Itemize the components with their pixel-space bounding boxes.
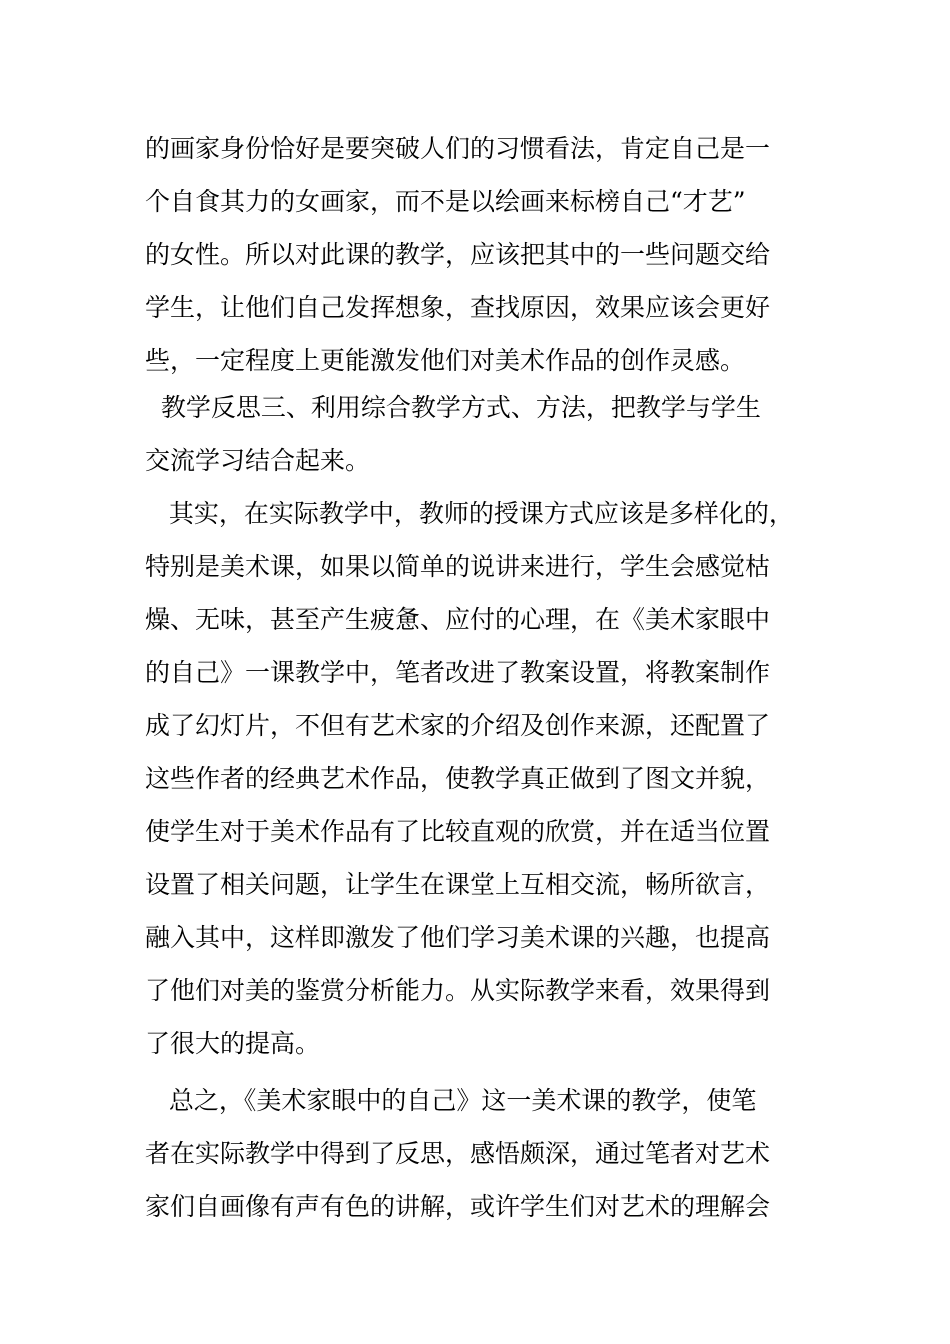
text-line: 设置了相关问题，让学生在课堂上互相交流，畅所欲言， [145, 870, 771, 899]
text-line: 的女性。所以对此课的教学，应该把其中的一些问题交给 [145, 240, 771, 269]
paragraph-continuation [145, 122, 825, 387]
text-line: 交流学习结合起来。 [145, 446, 371, 475]
text-line: 使学生对于美术作品有了比较直观的欣赏，并在适当位置 [145, 817, 771, 846]
paragraph-reflection-three [145, 381, 825, 487]
text-line: 总之，《美术家眼中的自己》这一美术课的教学，使笔 [145, 1086, 757, 1115]
text-line: 学生，让他们自己发挥想象，查找原因，效果应该会更好 [145, 293, 771, 322]
text-line: 其实，在实际教学中，教师的授课方式应该是多样化的， [145, 499, 794, 528]
text-line: 家们自画像有声有色的讲解，或许学生们对艺术的理解会 [145, 1192, 771, 1221]
paragraph-teaching-methods [145, 487, 825, 1070]
text-line: 教学反思三、利用综合教学方式、方法，把教学与学生 [145, 393, 761, 422]
text-line: 成了幻灯片，不但有艺术家的介绍及创作来源，还配置了 [145, 711, 771, 740]
text-line: 的自己》一课教学中，笔者改进了教案设置，将教案制作 [145, 658, 771, 687]
text-line: 燥、无味，甚至产生疲惫、应付的心理，在《美术家眼中 [145, 605, 771, 634]
text-line: 个自食其力的女画家，而不是以绘画来标榜自己“才艺” [145, 187, 746, 216]
paragraph-conclusion [145, 1074, 825, 1233]
text-line: 了他们对美的鉴赏分析能力。从实际教学来看，效果得到 [145, 976, 771, 1005]
text-line: 些，一定程度上更能激发他们对美术作品的创作灵感。 [145, 346, 746, 375]
text-line: 者在实际教学中得到了反思，感悟颇深，通过笔者对艺术 [145, 1139, 771, 1168]
text-line: 这些作者的经典艺术作品，使教学真正做到了图文并貌， [145, 764, 771, 793]
text-line: 的画家身份恰好是要突破人们的习惯看法，肯定自己是一 [145, 134, 771, 163]
text-line: 了很大的提高。 [145, 1029, 321, 1058]
text-line: 融入其中，这样即激发了他们学习美术课的兴趣，也提高 [145, 923, 771, 952]
text-line: 特别是美术课，如果以简单的说讲来进行，学生会感觉枯 [145, 552, 771, 581]
